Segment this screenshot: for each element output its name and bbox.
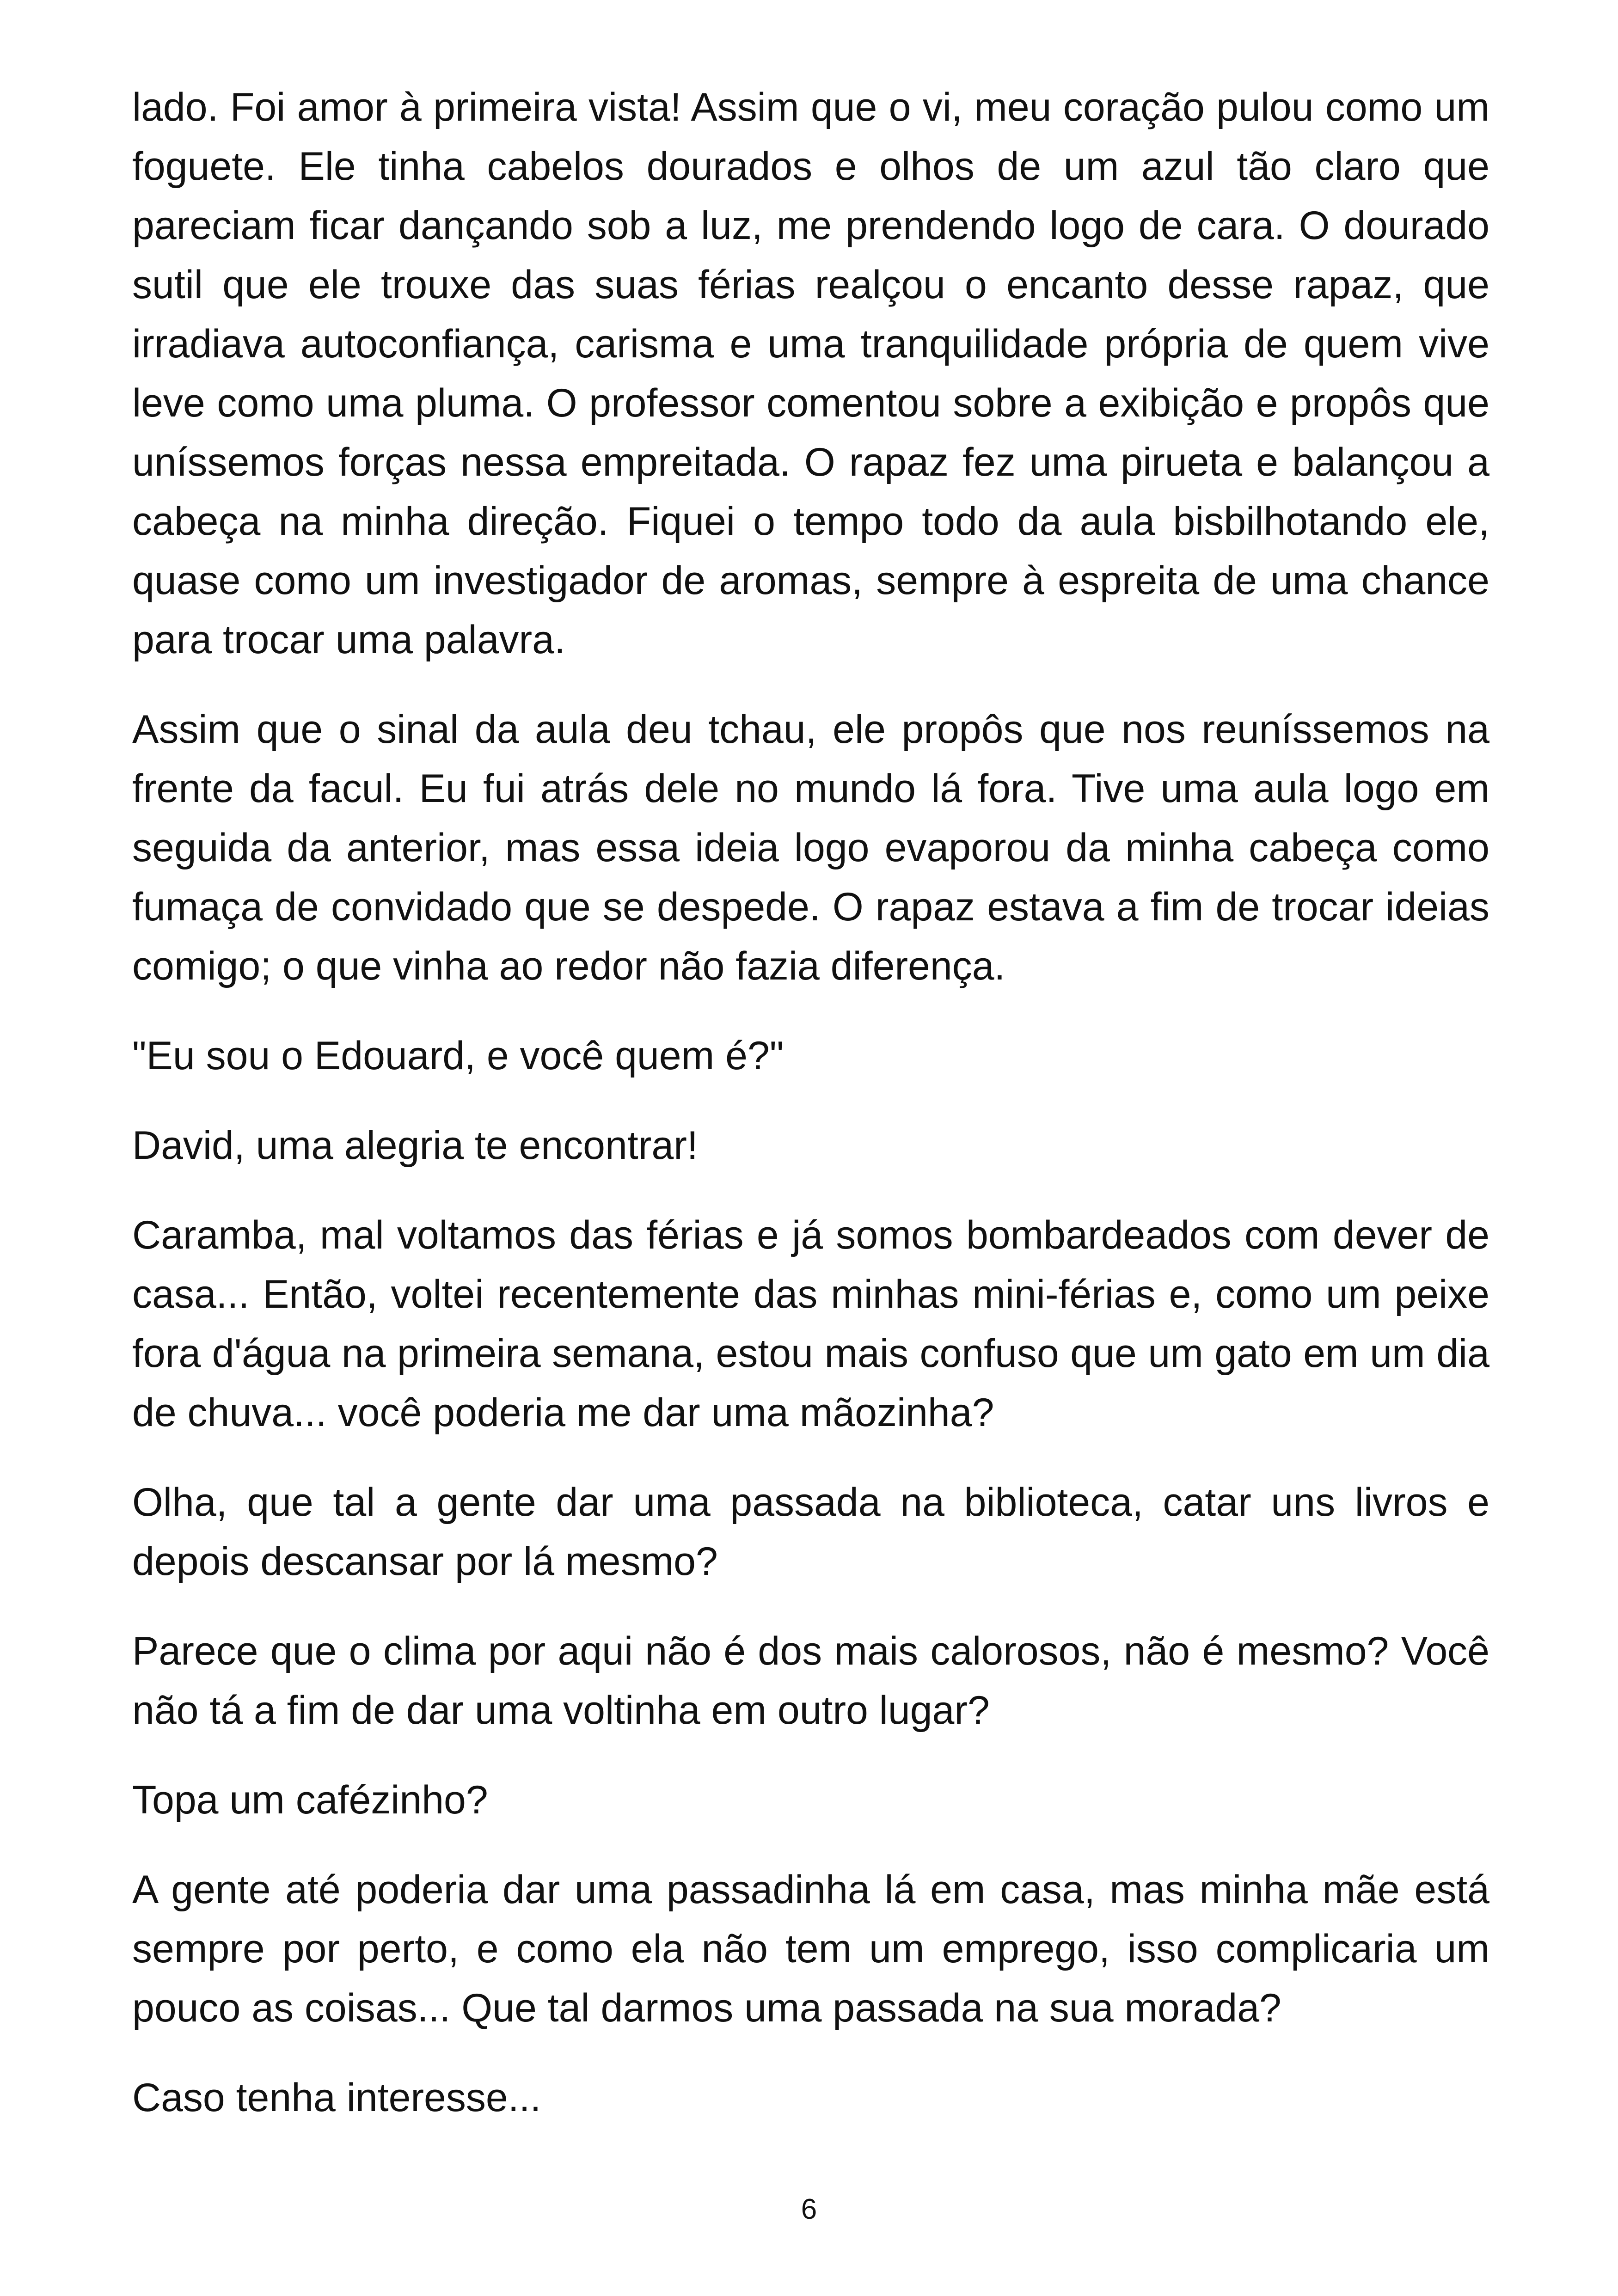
- page-number: 6: [801, 2193, 817, 2225]
- paragraph-3: "Eu sou o Edouard, e você quem é?": [132, 1034, 784, 1078]
- paragraph-2: Assim que o sinal da aula deu tchau, ele propôs que nos reuníssemos na frente da facul. Eu fui atrás dele no mundo lá fora. Tive uma aula logo em seguida da anterior, mas essa ideia logo evaporou da minha cabeça como fumaça de convidado que se despede. O rapaz estava a fim de trocar ideias comigo; o que vinha ao redor não fazia diferença.: [132, 707, 1489, 988]
- paragraph-8: Topa um cafézinho?: [132, 1778, 488, 1822]
- paragraph-7: Parece que o clima por aqui não é dos mais calorosos, não é mesmo? Você não tá a fim de dar uma voltinha em outro lugar?: [132, 1629, 1489, 1733]
- paragraph-10: Caso tenha interesse...: [132, 2076, 541, 2120]
- paragraph-6: Olha, que tal a gente dar uma passada na biblioteca, catar uns livros e depois descansar por lá mesmo?: [132, 1480, 1489, 1584]
- text-body: [132, 78, 1489, 2158]
- paragraph-1: lado. Foi amor à primeira vista! Assim que o vi, meu coração pulou como um foguete. Ele tinha cabelos dourados e olhos de um azul tão claro que pareciam ficar dançando sob a luz, me prendendo logo de cara. O dourado sutil que ele trouxe das suas férias realçou o encanto desse rapaz, que irradiava autoconfiança, carisma e uma tranquilidade própria de quem vive leve como uma pluma. O professor comentou sobre a exibição e propôs que uníssemos forças nessa empreitada. O rapaz fez uma pirueta e balançou a cabeça na minha direção. Fiquei o tempo todo da aula bisbilhotando ele, quase como um investigador de aromas, sempre à espreita de uma chance para trocar uma palavra.: [132, 85, 1489, 662]
- paragraph-5: Caramba, mal voltamos das férias e já somos bombardeados com dever de casa... Então, voltei recentemente das minhas mini-férias e, como um peixe fora d'água na primeira semana, estou mais confuso que um gato em um dia de chuva... você poderia me dar uma mãozinha?: [132, 1213, 1489, 1435]
- paragraph-4: David, uma alegria te encontrar!: [132, 1123, 698, 1168]
- paragraph-9: A gente até poderia dar uma passadinha lá em casa, mas minha mãe está sempre por perto, e como ela não tem um emprego, isso complicaria um pouco as coisas... Que tal darmos uma passada na sua morada?: [132, 1867, 1489, 2030]
